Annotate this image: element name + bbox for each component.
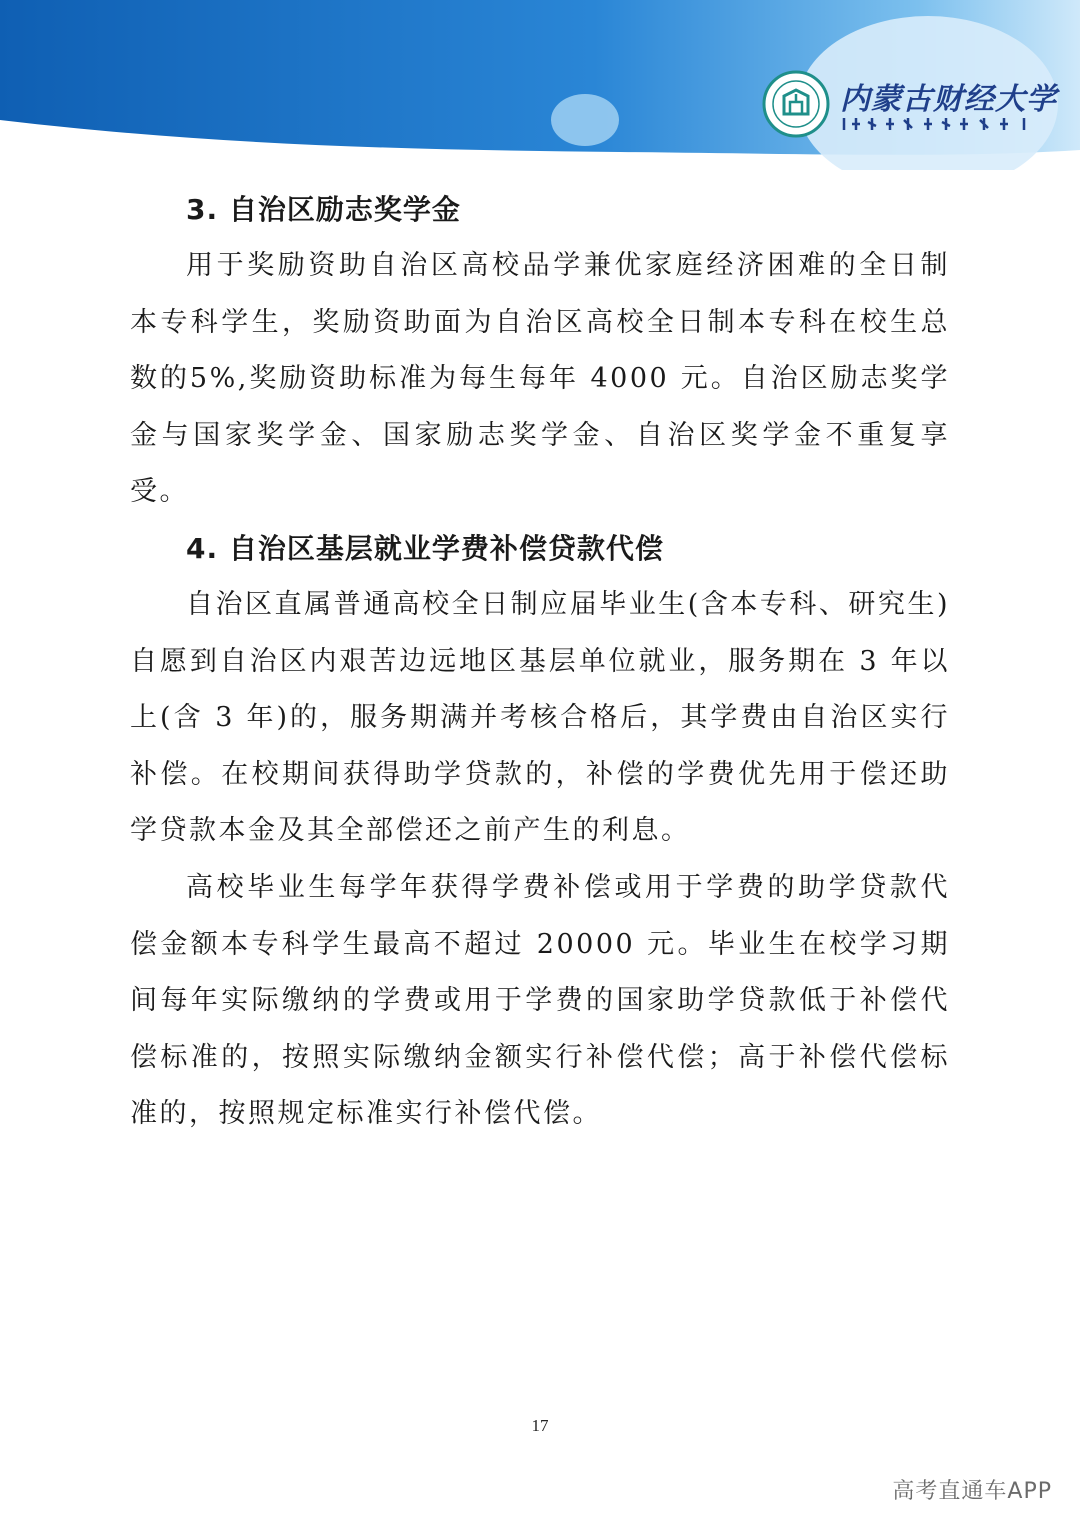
page-number: 17 [531, 1416, 549, 1435]
section-title: 4. 自治区基层就业学费补偿贷款代偿 [186, 531, 664, 565]
watermark: 高考直通车APP [892, 1479, 1052, 1504]
mongolian-script-icon [842, 114, 1042, 134]
section-paragraph: 自治区直属普通高校全日制应届毕业生(含本专科、研究生)自愿到自治区内艰苦边远地区基层单位就业，服务期在 3 年以上(含 3 年)的，服务期满并考核合格后，其学费由自治区实行补偿。在校期间获得助学贷款的，补偿的学费优先用于偿还助学贷款本金及其全部偿还之前产生的利息。 [130, 588, 950, 847]
section-paragraph: 高校毕业生每学年获得学费补偿或用于学费的助学贷款代偿金额本专科学生最高不超过 20000 元。毕业生在校学习期间每年实际缴纳的学费或用于学费的国家助学贷款低于补偿代偿标准的，按照实际缴纳金额实行补偿代偿；高于补偿代偿标准的，按照规定标准实行补偿代偿。 [130, 871, 950, 1130]
university-seal-icon [762, 70, 830, 138]
document-body [130, 182, 950, 1143]
university-logo [762, 70, 1057, 140]
university-name: 内蒙古财经大学 [840, 82, 1057, 117]
section-paragraph: 用于奖励资助自治区高校品学兼优家庭经济困难的全日制本专科学生，奖励资助面为自治区高校全日制本专科在校生总数的5%,奖励资助标准为每生每年 4000 元。自治区励志奖学金与国家奖学金、国家励志奖学金、自治区奖学金不重复享受。 [130, 250, 950, 508]
section-title: 3. 自治区励志奖学金 [186, 193, 461, 226]
